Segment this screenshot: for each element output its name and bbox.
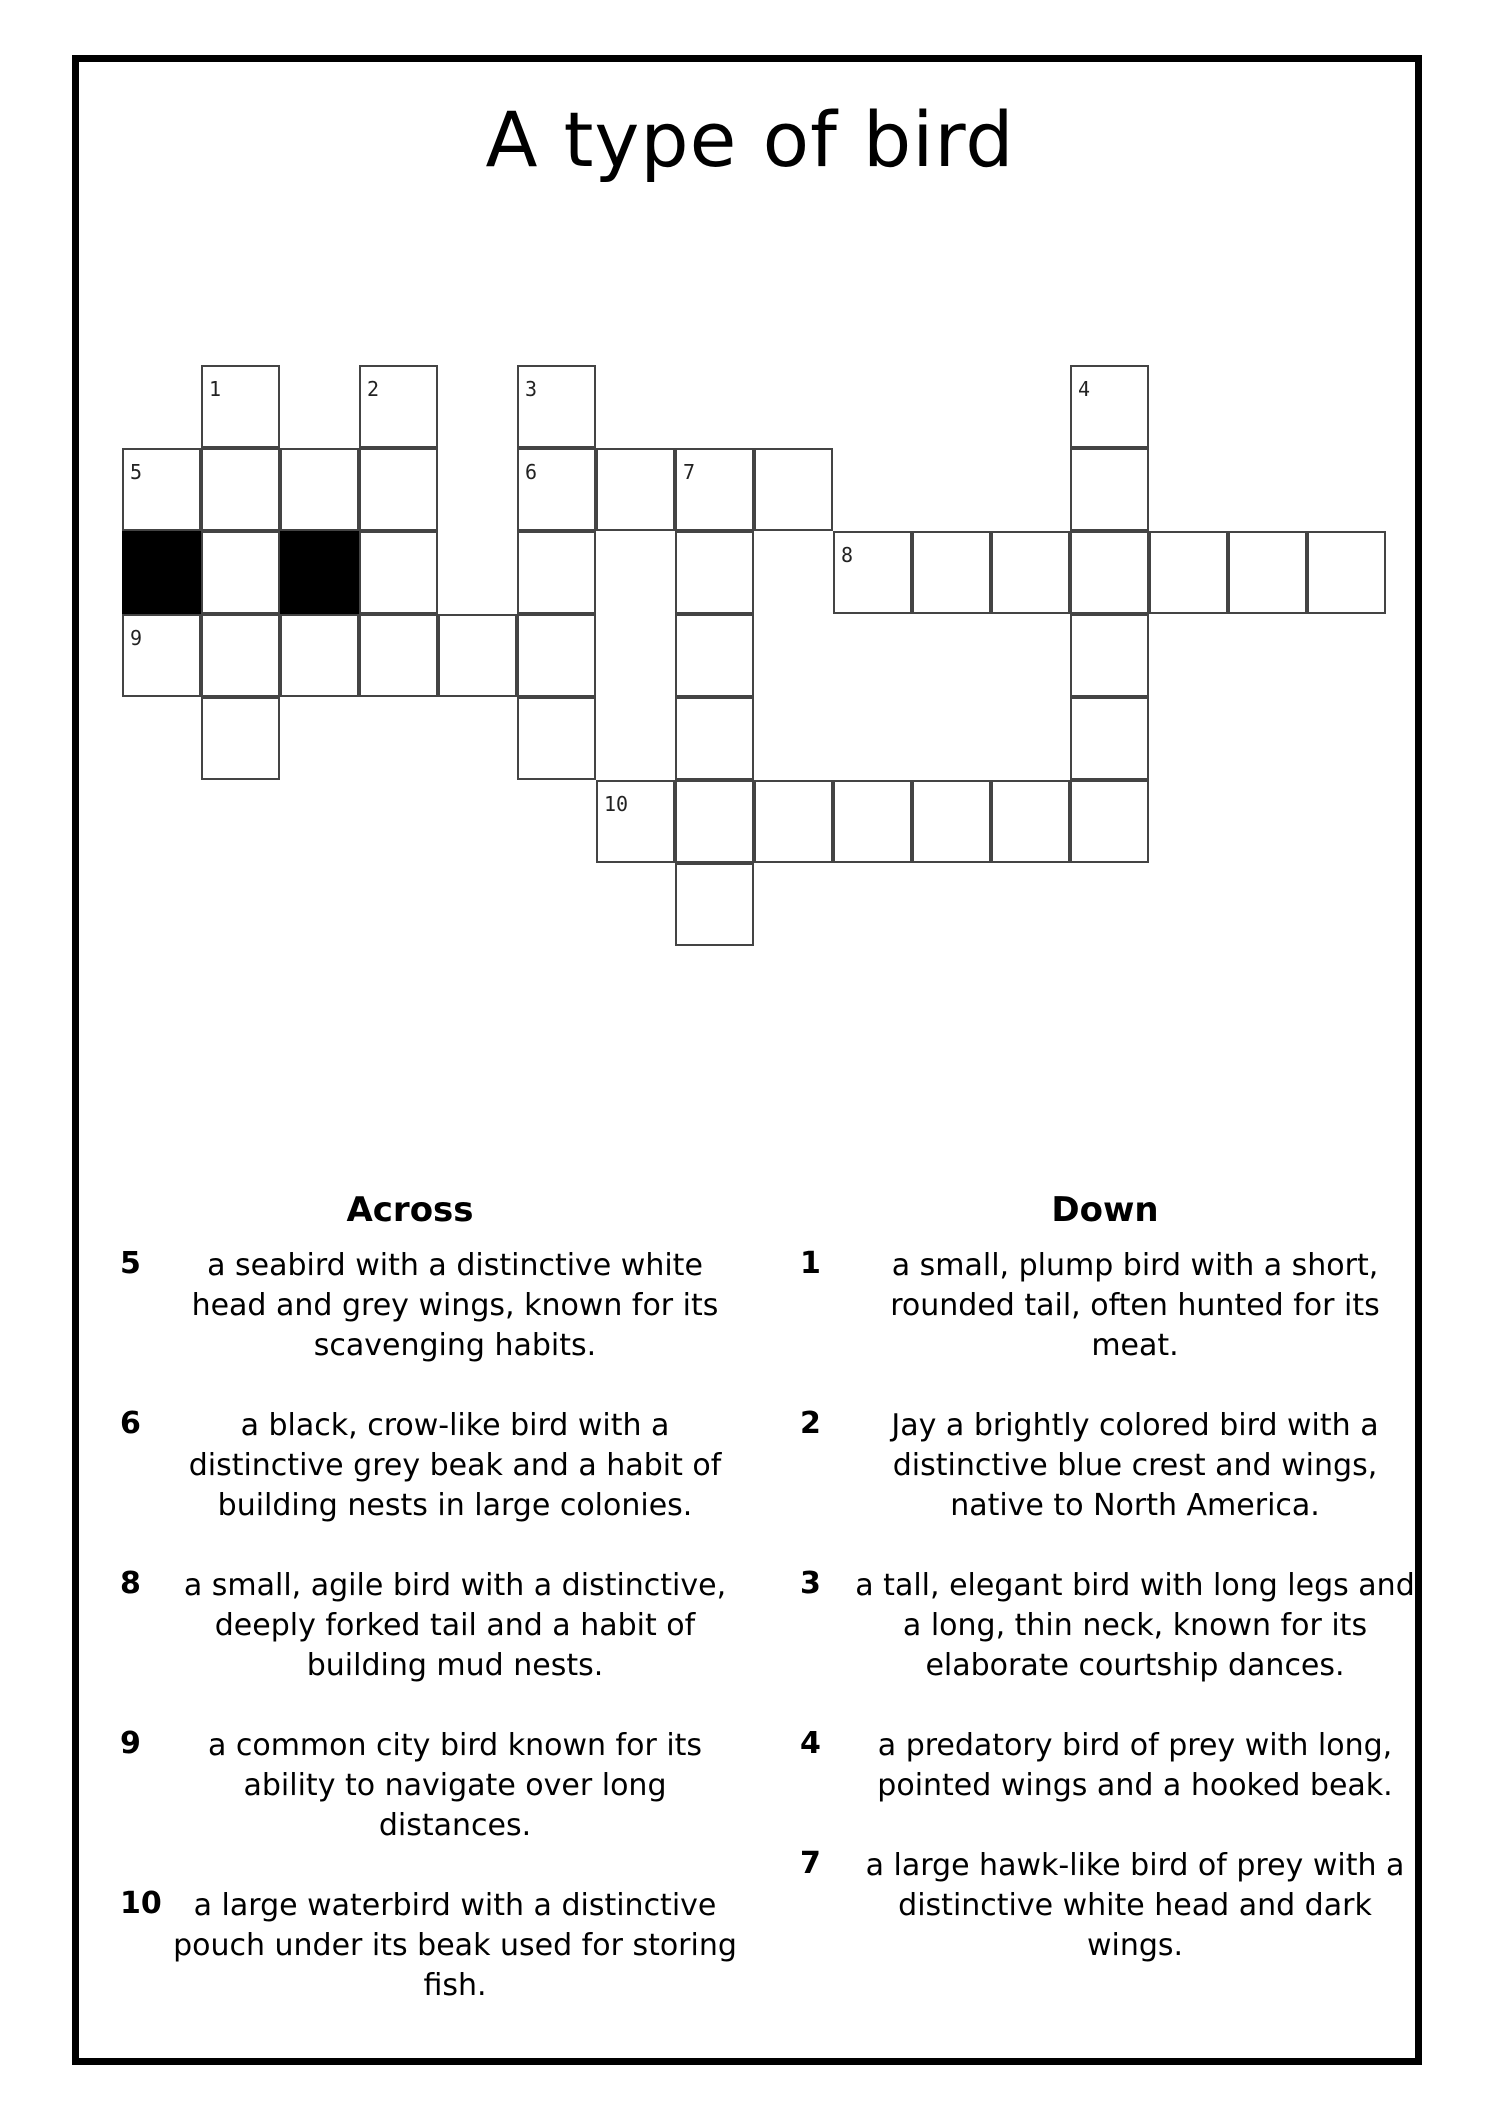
- across-clues: [110, 1190, 740, 2046]
- down-heading: Down: [1051, 1190, 1159, 1230]
- clue-down-3: [790, 1566, 1420, 1686]
- answer-cell[interactable]: [359, 531, 438, 614]
- answer-cell[interactable]: [201, 448, 280, 531]
- cell-number: 6: [525, 460, 538, 484]
- clue-across-9: [110, 1726, 740, 1846]
- answer-cell[interactable]: [438, 614, 517, 697]
- clue-number: 1: [800, 1246, 821, 1281]
- answer-cell[interactable]: [122, 448, 201, 531]
- clue-text: Jay a brightly colored bird with a distinctive blue crest and wings, native to North America.: [891, 1408, 1379, 1523]
- answer-cell[interactable]: [359, 365, 438, 448]
- clue-number: 3: [800, 1566, 821, 1601]
- answer-cell[interactable]: [991, 780, 1070, 863]
- answer-cell[interactable]: [201, 531, 280, 614]
- clue-number: 9: [120, 1726, 141, 1761]
- page-title: A type of bird: [485, 95, 1015, 184]
- clue-text: a small, plump bird with a short, rounded tail, often hunted for its meat.: [890, 1248, 1380, 1363]
- cell-number: 7: [683, 460, 696, 484]
- answer-cell[interactable]: [754, 448, 833, 531]
- answer-cell[interactable]: [201, 614, 280, 697]
- answer-cell[interactable]: [359, 448, 438, 531]
- clue-number: 6: [120, 1406, 141, 1441]
- answer-cell[interactable]: [517, 448, 596, 531]
- clue-down-4: [790, 1726, 1420, 1806]
- clue-number: 5: [120, 1246, 141, 1281]
- clue-text: a large waterbird with a distinctive pouch under its beak used for storing fish.: [173, 1888, 737, 2003]
- clue-text: a predatory bird of prey with long, pointed wings and a hooked beak.: [877, 1728, 1393, 1803]
- answer-cell[interactable]: [675, 780, 754, 863]
- clue-number: 10: [120, 1886, 162, 1921]
- clue-down-7: [790, 1846, 1420, 1966]
- answer-cell[interactable]: [1149, 531, 1228, 614]
- clue-text: a small, agile bird with a distinctive, deeply forked tail and a habit of building mud nests.: [183, 1568, 727, 1683]
- blocked-cell: [122, 531, 201, 614]
- answer-cell[interactable]: [675, 531, 754, 614]
- clue-across-6: [110, 1406, 740, 1526]
- answer-cell[interactable]: [122, 614, 201, 697]
- clue-down-1: [790, 1246, 1420, 1366]
- answer-cell[interactable]: [1307, 531, 1386, 614]
- clue-text: a seabird with a distinctive white head and grey wings, known for its scavenging habits.: [191, 1248, 719, 1363]
- answer-cell[interactable]: [517, 531, 596, 614]
- answer-cell[interactable]: [517, 365, 596, 448]
- down-clues: [790, 1190, 1420, 2006]
- clue-text: a large hawk-like bird of prey with a distinctive white head and dark wings.: [865, 1848, 1405, 1963]
- answer-cell[interactable]: [1070, 531, 1149, 614]
- clue-text: a tall, elegant bird with long legs and a long, thin neck, known for its elaborate courtship dances.: [855, 1568, 1415, 1683]
- answer-cell[interactable]: [833, 780, 912, 863]
- answer-cell[interactable]: [912, 531, 991, 614]
- answer-cell[interactable]: [517, 614, 596, 697]
- answer-cell[interactable]: [596, 780, 675, 863]
- answer-cell[interactable]: [675, 697, 754, 780]
- answer-cell[interactable]: [833, 531, 912, 614]
- answer-cell[interactable]: [1228, 531, 1307, 614]
- answer-cell[interactable]: [675, 448, 754, 531]
- cell-number: 4: [1078, 377, 1091, 401]
- clue-across-8: [110, 1566, 740, 1686]
- answer-cell[interactable]: [359, 614, 438, 697]
- clue-number: 4: [800, 1726, 821, 1761]
- clue-down-2: [790, 1406, 1420, 1526]
- answer-cell[interactable]: [280, 614, 359, 697]
- cell-number: 9: [130, 626, 143, 650]
- answer-cell[interactable]: [1070, 697, 1149, 780]
- answer-cell[interactable]: [1070, 448, 1149, 531]
- answer-cell[interactable]: [1070, 614, 1149, 697]
- cell-number: 5: [130, 460, 143, 484]
- answer-cell[interactable]: [912, 780, 991, 863]
- clue-text: a black, crow-like bird with a distinctive grey beak and a habit of building nests in large colonies.: [188, 1408, 722, 1523]
- clue-across-10: [110, 1886, 740, 2006]
- answer-cell[interactable]: [517, 697, 596, 780]
- blocked-cell: [280, 531, 359, 614]
- answer-cell[interactable]: [201, 365, 280, 448]
- answer-cell[interactable]: [1070, 780, 1149, 863]
- cell-number: 3: [525, 377, 538, 401]
- cell-number: 2: [367, 377, 380, 401]
- cell-number: 1: [209, 377, 222, 401]
- crossword-grid: [0, 0, 1500, 1000]
- answer-cell[interactable]: [675, 614, 754, 697]
- cell-number: 10: [604, 792, 629, 816]
- answer-cell[interactable]: [1070, 365, 1149, 448]
- answer-cell[interactable]: [596, 448, 675, 531]
- clue-number: 7: [800, 1846, 821, 1881]
- answer-cell[interactable]: [280, 448, 359, 531]
- answer-cell[interactable]: [675, 863, 754, 946]
- cell-number: 8: [841, 543, 854, 567]
- answer-cell[interactable]: [991, 531, 1070, 614]
- clue-text: a common city bird known for its ability to navigate over long distances.: [207, 1728, 703, 1843]
- clue-number: 8: [120, 1566, 141, 1601]
- clue-across-5: [110, 1246, 740, 1366]
- across-heading: Across: [346, 1190, 474, 1230]
- answer-cell[interactable]: [754, 780, 833, 863]
- answer-cell[interactable]: [201, 697, 280, 780]
- clue-number: 2: [800, 1406, 821, 1441]
